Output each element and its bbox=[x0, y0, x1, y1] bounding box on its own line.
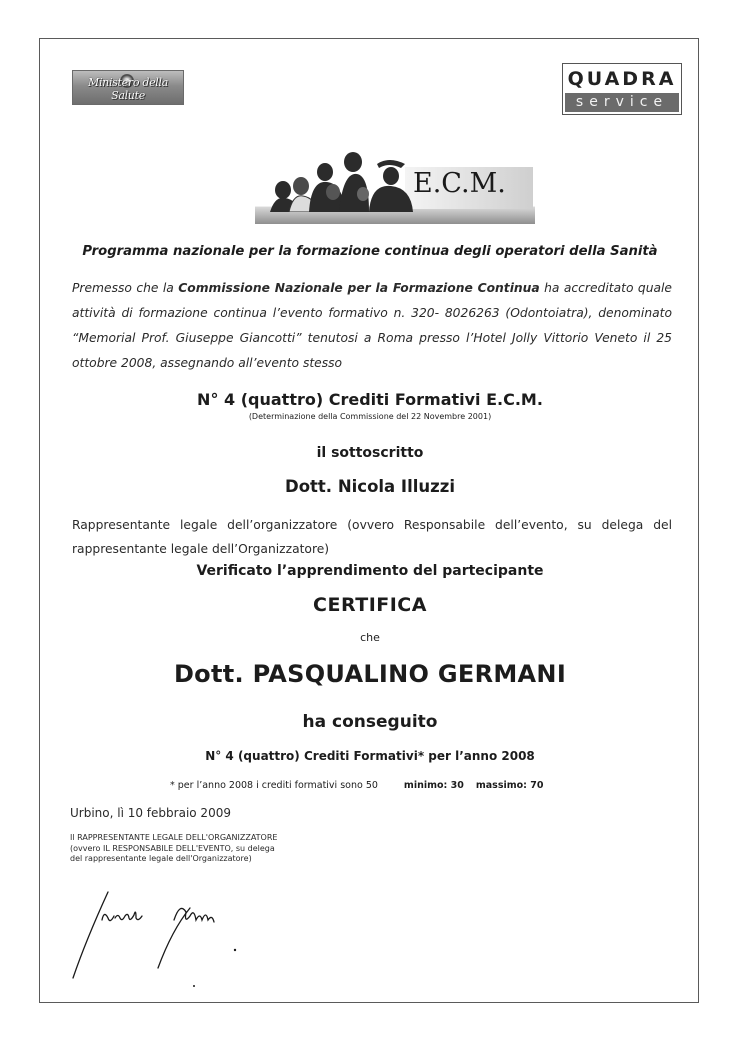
obtained-heading: ha conseguito bbox=[302, 712, 438, 732]
place-date: Urbino, lì 10 febbraio 2009 bbox=[70, 806, 231, 820]
quadra-logo-text: QUADRA bbox=[567, 68, 677, 90]
role-description: Rappresentante legale dell’organizzatore (ovvero Responsabile dell’evento, su delega del rappresentante legale dell’Organizzatore) bbox=[72, 518, 672, 556]
ministero-logo-text: Ministero della Salute bbox=[88, 76, 168, 102]
credits-year-line: N° 4 (quattro) Crediti Formativi* per l’anno 2008 bbox=[205, 749, 535, 763]
participant-name: Dott. PASQUALINO GERMANI bbox=[173, 660, 567, 688]
undersigned-name: Dott. Nicola Illuzzi bbox=[285, 477, 455, 496]
undersigned-label: il sottoscritto bbox=[316, 445, 424, 461]
programme-title: Programma nazionale per la formazione continua degli operatori della Sanità bbox=[82, 244, 658, 259]
service-logo-text: service bbox=[565, 93, 679, 112]
signatory-line-2: (ovvero IL RESPONSABILE DELL'EVENTO, su delega bbox=[70, 843, 275, 853]
determination-note: (Determinazione della Commissione del 22 Novembre 2001) bbox=[248, 412, 492, 421]
intro-paragraph bbox=[72, 276, 672, 376]
intro-text-start: Premesso che la bbox=[72, 281, 179, 295]
that-label: che bbox=[360, 631, 380, 644]
signatory-line-3: del rappresentante legale dell'Organizzatore) bbox=[70, 854, 252, 863]
footnote-text: * per l’anno 2008 i crediti formativi sono 50 bbox=[170, 780, 378, 791]
verified-heading: Verificato l’apprendimento del partecipante bbox=[196, 563, 544, 579]
credits-awarded-heading: N° 4 (quattro) Crediti Formativi E.C.M. bbox=[197, 390, 543, 409]
footnote-minimum: minimo: 30 bbox=[403, 780, 464, 791]
commission-name: Commissione Nazionale per la Formazione Continua bbox=[178, 281, 540, 295]
credits-footnote bbox=[170, 780, 544, 791]
ecm-banner bbox=[255, 150, 535, 226]
footnote-maximum: massimo: 70 bbox=[475, 780, 544, 791]
ecm-figures-illustration bbox=[265, 150, 415, 212]
signatory-title bbox=[70, 833, 277, 865]
quadra-service-logo bbox=[562, 63, 682, 115]
certifies-heading: CERTIFICA bbox=[313, 594, 427, 616]
signatory-line-1: Il RAPPRESENTANTE LEGALE DELL'ORGANIZZATORE bbox=[70, 833, 278, 842]
ecm-title: E.C.M. bbox=[413, 168, 506, 199]
intro-text-rest: ha accreditato quale attività di formazione continua l’evento formativo n. 320- 8026263 (Odontoiatra), denominato “Memorial Prof. Giuseppe Giancotti” tenutosi a Roma presso l’Hotel Jolly Vittorio Veneto il 25 ottobre 2008, assegnando all’evento stesso bbox=[72, 281, 673, 370]
ministero-salute-logo bbox=[72, 70, 184, 105]
handwritten-signature bbox=[62, 880, 242, 990]
